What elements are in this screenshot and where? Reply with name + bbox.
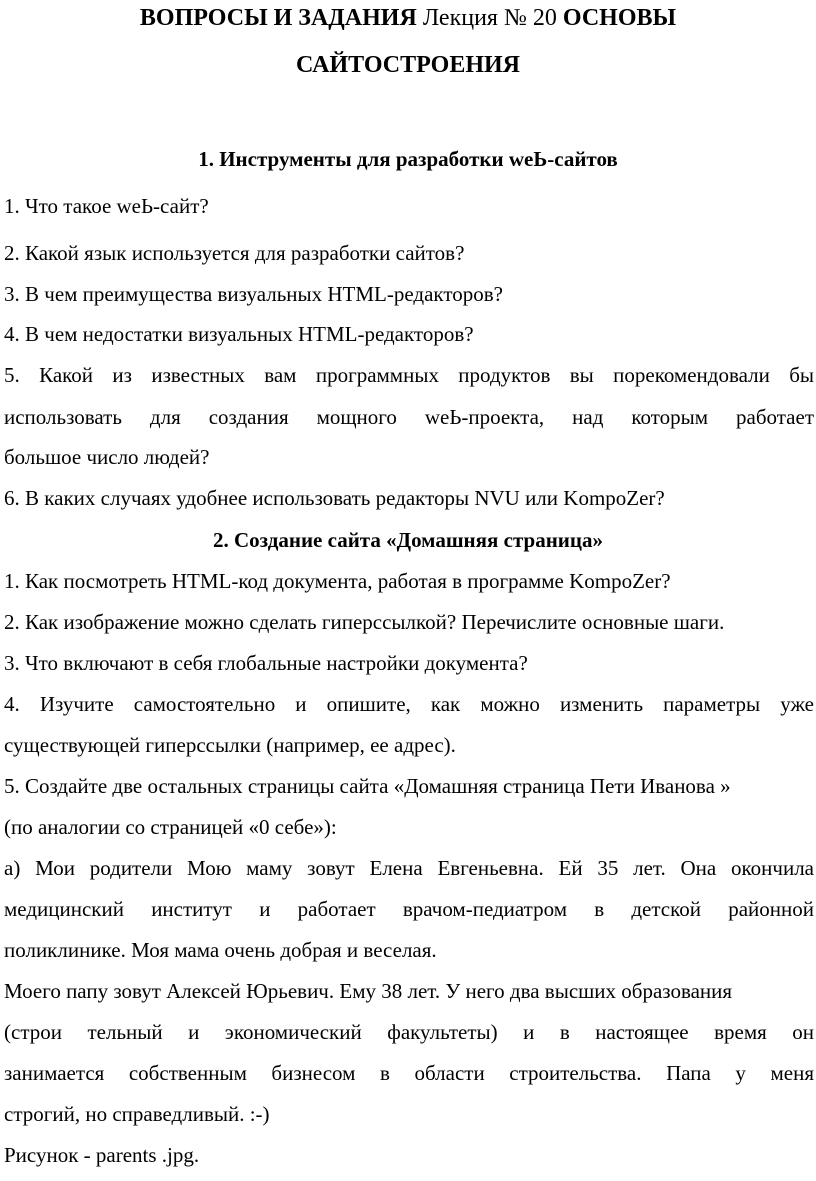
section-2-line: Рисунок - parents .jpg. bbox=[4, 1143, 200, 1167]
title-lecture-number: Лекция № 20 bbox=[422, 5, 557, 31]
section-2-line: (строи тельный и экономический факультеты) и в настоящее время он bbox=[4, 1020, 814, 1044]
section-1-line: 3. В чем преимущества визуальных HTML-редакторов? bbox=[4, 282, 503, 306]
section-2-line: поликлинике. Моя мама очень добрая и веселая. bbox=[4, 938, 437, 962]
section-2-line: Моего папу зовут Алексей Юрьевич. Ему 38 лет. У него два высших образования bbox=[4, 979, 733, 1003]
section-1-line: 2. Какой язык используется для разработки сайтов? bbox=[4, 241, 465, 265]
section-2-line: строгий, но справедливый. :-) bbox=[4, 1102, 270, 1126]
section-2-line: 4. Изучите самостоятельно и опишите, как можно изменить параметры уже bbox=[4, 692, 814, 716]
title-basics: ОСНОВЫ bbox=[562, 5, 677, 31]
section-2-line: 5. Создайте две остальных страницы сайта «Домашняя страница Пети Иванова » bbox=[4, 774, 731, 798]
section-2-line: медицинский институт и работает врачом-педиатром в детской районной bbox=[4, 897, 814, 921]
section-1-heading: 1. Инструменты для разработки weЬ-сайтов bbox=[198, 147, 618, 171]
section-1-line: 1. Что такое weЬ-сайт? bbox=[4, 194, 209, 218]
section-1-line: 4. В чем недостатки визуальных HTML-редакторов? bbox=[4, 322, 474, 346]
section-2-line: 1. Как посмотреть HTML-код документа, работая в программе KompoZer? bbox=[4, 569, 671, 593]
document-title-line-2 bbox=[0, 51, 816, 79]
section-1-line: использовать для создания мощного weЬ-проекта, над которым работает bbox=[4, 405, 814, 429]
title-site-building: САЙТОСТРОЕНИЯ bbox=[296, 52, 520, 78]
section-1-line: 5. Какой из известных вам программных продуктов вы порекомендовали бы bbox=[4, 363, 814, 387]
section-1-line: большое число людей? bbox=[4, 445, 210, 469]
section-2-line: 2. Как изображение можно сделать гиперссылкой? Перечислите основные шаги. bbox=[4, 610, 725, 634]
section-2-line: существующей гиперссылки (например, ее адрес). bbox=[4, 733, 456, 757]
title-questions: ВОПРОСЫ И ЗАДАНИЯ bbox=[139, 5, 417, 31]
document-title-line-1 bbox=[0, 4, 816, 32]
section-2-heading: 2. Создание сайта «Домашняя страница» bbox=[213, 528, 603, 552]
section-2-line: занимается собственным бизнесом в области строительства. Папа у меня bbox=[4, 1061, 814, 1085]
section-2-line: (по аналогии со страницей «0 себе»): bbox=[4, 815, 337, 839]
section-1-line: 6. В каких случаях удобнее использовать редакторы NVU или KompoZer? bbox=[4, 486, 665, 510]
section-2-line: а) Мои родители Мою маму зовут Елена Евгеньевна. Ей 35 лет. Она окончила bbox=[4, 856, 814, 880]
section-2-line: 3. Что включают в себя глобальные настройки документа? bbox=[4, 651, 528, 675]
